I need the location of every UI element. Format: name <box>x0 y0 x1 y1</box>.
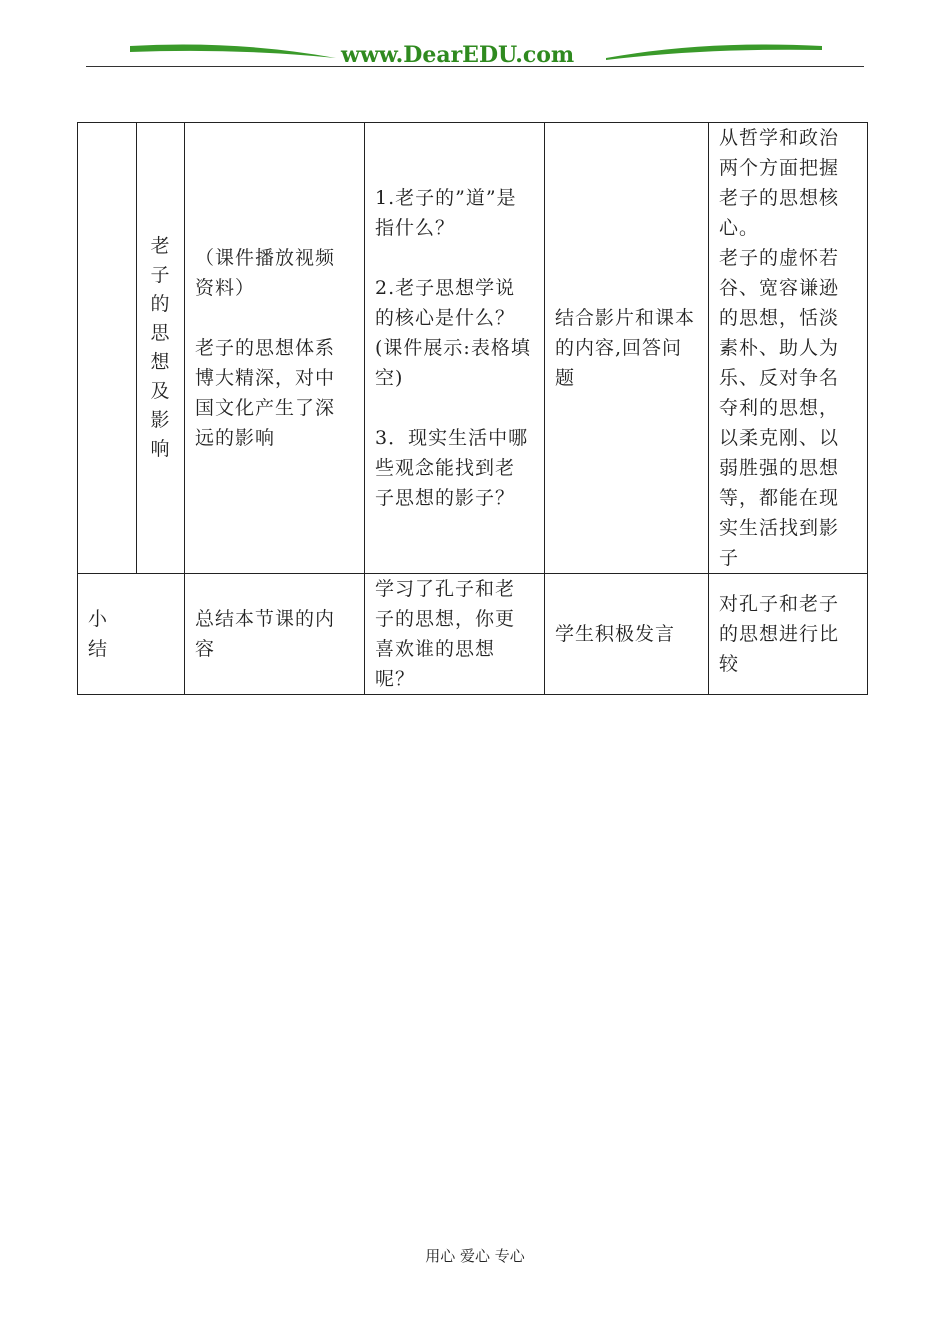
summary-student-text: 学生积极发言 <box>555 623 676 645</box>
summary-intent-cell <box>709 574 868 695</box>
table-cell-empty <box>78 123 137 574</box>
question-item: 2.老子思想学说的核心是什么？(课件展示:表格填空) <box>375 277 531 389</box>
page-footer: 用心 爱心 专心 <box>425 1247 525 1265</box>
question-item: 1.老子的”道”是指什么？ <box>375 187 517 239</box>
summary-teacher-cell <box>185 574 365 695</box>
section-title: 老 子 的 思 想 及 影 响 <box>150 235 171 460</box>
lesson-table <box>77 122 868 695</box>
question-item: 3．现实生活中哪些观念能找到老子思想的影子？ <box>375 427 529 509</box>
summary-intent-text: 对孔子和老子的思想进行比较 <box>719 593 840 675</box>
header-banner <box>86 38 864 68</box>
table-row-summary <box>78 574 868 695</box>
questions-cell <box>365 123 545 574</box>
teacher-activity-cell <box>185 123 365 574</box>
header-divider <box>86 66 864 67</box>
summary-label: 小结 <box>88 608 109 660</box>
summary-label-cell <box>78 574 185 695</box>
teacher-activity-note: （课件播放视频资料） <box>195 247 336 299</box>
design-intent-cell <box>709 123 868 574</box>
summary-teacher-text: 总结本节课的内容 <box>195 608 336 660</box>
design-intent-text: 老子的虚怀若谷、宽容谦逊的思想，恬淡素朴、助人为乐、反对争名夺利的思想，以柔克刚、以弱胜强的思想等，都能在现实生活找到影子 <box>719 247 840 569</box>
table-row-laozi <box>78 123 868 574</box>
student-activity-text: 结合影片和课本的内容,回答问题 <box>555 307 696 389</box>
section-title-cell <box>137 123 185 574</box>
design-intent-text: 从哲学和政治两个方面把握老子的思想核心。 <box>719 127 840 239</box>
summary-student-cell <box>545 574 709 695</box>
teacher-activity-text: 老子的思想体系博大精深，对中国文化产生了深远的影响 <box>195 337 336 449</box>
summary-question-cell <box>365 574 545 695</box>
student-activity-cell <box>545 123 709 574</box>
summary-question-text: 学习了孔子和老子的思想，你更喜欢谁的思想呢？ <box>375 578 516 690</box>
site-name: www.DearEDU.com <box>341 42 575 68</box>
header-swoosh-graphic <box>86 38 864 68</box>
